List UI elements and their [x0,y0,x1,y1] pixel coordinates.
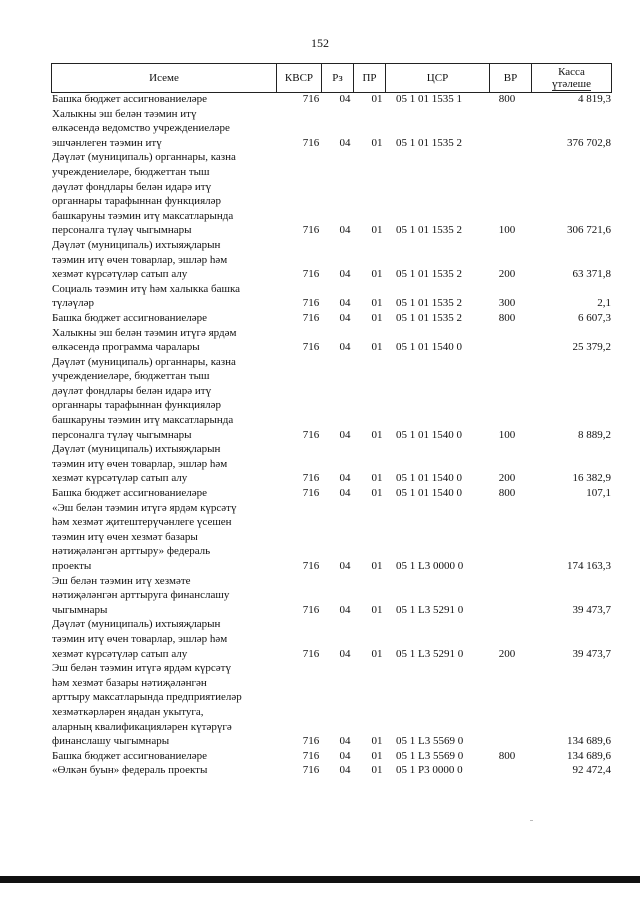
row-rz: 04 [339,136,351,149]
row-kvsr: 716 [302,764,320,777]
row-kvsr: 716 [302,268,320,281]
row-csr: 05 1 01 1535 2 [396,311,462,324]
row-csr: 05 1 01 1535 2 [396,224,462,237]
row-kvsr: 716 [302,311,320,324]
table-row [52,150,612,238]
row-name-line: хезмәткәрләрен яңадан укытуга, [52,705,204,718]
row-pr: 01 [371,268,383,281]
row-name-line: хезмәт күрсәтүләр сатып алу [52,268,188,281]
row-kvsr: 716 [302,136,320,149]
header-kassa [532,64,612,92]
header-csr: ЦСР [386,64,490,92]
row-kassa: 6 607,3 [578,311,611,324]
row-kvsr: 716 [302,735,320,748]
row-pr: 01 [371,560,383,572]
row-vr: 800 [498,93,516,105]
row-rz: 04 [339,297,351,310]
table-row [52,107,612,151]
table-row [52,574,612,618]
row-name-line: органнары тарафыннан функцияләр [52,195,221,208]
header-rz: Рз [322,64,354,92]
row-kvsr: 716 [302,560,320,572]
row-name-line: персоналга түләү чыгымнары [52,224,192,237]
row-kassa: 8 889,2 [578,428,611,441]
row-name-line: проекты [52,560,92,572]
row-rz: 04 [339,764,351,777]
row-name-line: өлкәсендә ведомство учреждениеләре [52,122,230,135]
row-name [52,150,278,238]
row-pr: 01 [371,297,383,310]
table-header [51,63,612,93]
row-name-line: Дәүләт (муниципаль) ихтыяҗларын [52,443,221,456]
row-rz: 04 [339,224,351,237]
row-pr: 01 [371,487,383,500]
row-vr: 800 [498,487,516,500]
table-row [52,486,612,501]
header-pr: ПР [354,64,386,92]
row-name [52,107,278,151]
row-kassa: 174 163,3 [567,560,611,572]
row-name-line: Эш белән тәэмин итүгә ярдәм күрсәтү [52,662,231,675]
row-kvsr: 716 [302,647,320,660]
row-vr: 200 [498,472,516,485]
table-row [52,311,612,326]
row-vr: 100 [498,428,516,441]
row-rz: 04 [339,472,351,485]
table-row [52,501,612,574]
row-name-line: тәэмин итү өчен товарлар, эшләр һәм [52,253,228,266]
table-row [52,355,612,443]
row-pr: 01 [371,764,383,777]
header-kvsr: КВСР [277,64,322,92]
header-kassa-line1: Касса [558,65,585,78]
row-pr: 01 [371,136,383,149]
row-name-line: Халыкны эш белән тәэмин итүгә ярдәм [52,326,237,339]
row-name-line: нәтиҗәләнгән арттыру» федераль [52,545,211,558]
row-csr: 05 1 L3 5291 0 [396,603,464,616]
row-name-line: Башка бюджет ассигнованиеләре [52,749,207,762]
row-kvsr: 716 [302,341,320,354]
row-name-line: «Эш белән тәэмин итүгә ярдәм күрсәтү [52,501,237,514]
row-name-line: финанслашу чыгымнары [52,735,170,748]
scan-speck [530,820,533,821]
row-name-line: Башка бюджет ассигнованиеләре [52,93,207,105]
row-pr: 01 [371,647,383,660]
table-row [52,763,612,778]
row-csr: 05 1 L3 5291 0 [396,647,464,660]
row-name-line: арттыру максатларында предприятиеләр [52,691,242,704]
row-csr: 05 1 P3 0000 0 [396,764,463,777]
row-csr: 05 1 01 1540 0 [396,472,462,485]
row-kassa: 39 473,7 [572,603,611,616]
row-csr: 05 1 L3 5569 0 [396,749,464,762]
row-name-line: тәэмин итү өчен товарлар, эшләр һәм [52,632,228,645]
row-csr: 05 1 01 1540 0 [396,428,462,441]
row-name-line: дәүләт фондлары белән идарә итү [52,384,212,397]
row-pr: 01 [371,93,383,105]
row-kassa: 63 371,8 [572,268,611,281]
row-name-line: башкаруны тәэмин итү максатларында [52,209,234,222]
row-name [52,282,278,311]
row-kvsr: 716 [302,487,320,500]
row-name-line: һәм хезмәт җитештерүчәнлеге үсешен [52,516,232,529]
row-name-line: тәэмин итү өчен хезмәт базары [52,530,198,543]
row-kassa: 306 721,6 [567,224,611,237]
row-kassa: 16 382,9 [572,472,611,485]
row-rz: 04 [339,735,351,748]
row-name-line: дәүләт фондлары белән идарә итү [52,180,212,193]
row-name-line: аларның квалификацияләрен күтәрүгә [52,720,232,733]
row-pr: 01 [371,472,383,485]
row-name-line: чыгымнары [52,603,108,616]
row-pr: 01 [371,341,383,354]
row-rz: 04 [339,749,351,762]
row-name-line: Башка бюджет ассигнованиеләре [52,487,207,500]
row-pr: 01 [371,735,383,748]
table-row [52,617,612,661]
row-kvsr: 716 [302,297,320,310]
row-kvsr: 716 [302,428,320,441]
row-rz: 04 [339,311,351,324]
row-name-line: Дәүләт (муниципаль) органнары, казна [52,151,236,164]
row-name [52,92,278,107]
row-kvsr: 716 [302,224,320,237]
row-rz: 04 [339,93,351,105]
row-vr: 800 [498,749,516,762]
row-name [52,749,278,764]
row-rz: 04 [339,268,351,281]
table-row [52,442,612,486]
row-rz: 04 [339,487,351,500]
row-name-line: түләүләр [52,297,95,310]
row-csr: 05 1 01 1540 0 [396,487,462,500]
row-csr: 05 1 L3 0000 0 [396,560,464,572]
row-name-line: тәэмин итү өчен товарлар, эшләр һәм [52,457,228,470]
row-name [52,238,278,282]
row-kvsr: 716 [302,93,320,105]
header-vr: ВР [490,64,532,92]
header-name: Исеме [52,64,277,92]
row-kassa: 107,1 [586,487,611,500]
row-csr: 05 1 01 1535 1 [396,93,462,105]
row-rz: 04 [339,428,351,441]
row-kassa: 2,1 [597,297,611,310]
row-vr: 300 [498,297,516,310]
row-rz: 04 [339,647,351,660]
row-name [52,501,278,574]
row-name [52,326,278,355]
row-name [52,574,278,618]
row-name-line: өлкәсендә программа чаралары [52,341,200,354]
row-csr: 05 1 01 1535 2 [396,136,462,149]
row-name [52,486,278,501]
row-name-line: хезмәт күрсәтүләр сатып алу [52,472,188,485]
row-name-line: Дәүләт (муниципаль) органнары, казна [52,355,236,368]
row-rz: 04 [339,341,351,354]
table-row [52,92,612,107]
table-row [52,326,612,355]
row-name-line: хезмәт күрсәтүләр сатып алу [52,647,188,660]
row-name-line: башкаруны тәэмин итү максатларында [52,414,234,427]
table-row [52,661,612,749]
row-name-line: персоналга түләү чыгымнары [52,428,192,441]
row-rz: 04 [339,560,351,572]
row-csr: 05 1 01 1535 2 [396,268,462,281]
row-kassa: 25 379,2 [572,341,611,354]
row-name [52,617,278,661]
header-kassa-line2: үтәлеше [552,77,591,90]
row-kassa: 4 819,3 [578,93,611,105]
row-name-line: Эш белән тәэмин итү хезмәте [52,574,191,587]
row-name [52,661,278,749]
page-number: 152 [311,36,329,50]
row-name [52,311,278,326]
row-name [52,763,278,778]
row-csr: 05 1 01 1540 0 [396,341,462,354]
row-name-line: Халыкны эш белән тәэмин итү [52,107,197,120]
row-pr: 01 [371,749,383,762]
scan-bottom-edge [0,876,640,883]
row-name-line: нәтиҗәләнгән арттыруга финанслашу [52,589,230,602]
table-body [52,92,612,778]
row-pr: 01 [371,311,383,324]
row-name-line: учреждениеләре, бюджеттан тыш [52,165,210,178]
row-name-line: органнары тарафыннан функцияләр [52,399,221,412]
row-name-line: учреждениеләре, бюджеттан тыш [52,370,210,383]
row-vr: 200 [498,647,516,660]
row-csr: 05 1 01 1535 2 [396,297,462,310]
row-pr: 01 [371,224,383,237]
row-vr: 800 [498,311,516,324]
row-vr: 200 [498,268,516,281]
row-kassa: 134 689,6 [567,735,611,748]
table-row [52,749,612,764]
row-pr: 01 [371,428,383,441]
row-name-line: эшчәнлеген тәэмин итү [52,136,162,149]
row-pr: 01 [371,603,383,616]
row-name [52,442,278,486]
row-name-line: Дәүләт (муниципаль) ихтыяҗларын [52,618,221,631]
table-row [52,282,612,311]
row-name [52,355,278,443]
row-rz: 04 [339,603,351,616]
row-kvsr: 716 [302,472,320,485]
row-name-line: һәм хезмәт базары нәтиҗәләнгән [52,676,207,689]
row-kvsr: 716 [302,603,320,616]
row-name-line: Социаль тәэмин итү һәм халыкка башка [52,282,241,295]
table-row [52,238,612,282]
row-vr: 100 [498,224,516,237]
row-name-line: «Өлкән буын» федераль проекты [52,764,208,777]
row-kassa: 39 473,7 [572,647,611,660]
row-kassa: 134 689,6 [567,749,611,762]
row-kassa: 92 472,4 [572,764,611,777]
row-name-line: Башка бюджет ассигнованиеләре [52,311,207,324]
row-csr: 05 1 L3 5569 0 [396,735,464,748]
row-kvsr: 716 [302,749,320,762]
row-name-line: Дәүләт (муниципаль) ихтыяҗларын [52,238,221,251]
row-kassa: 376 702,8 [567,136,611,149]
